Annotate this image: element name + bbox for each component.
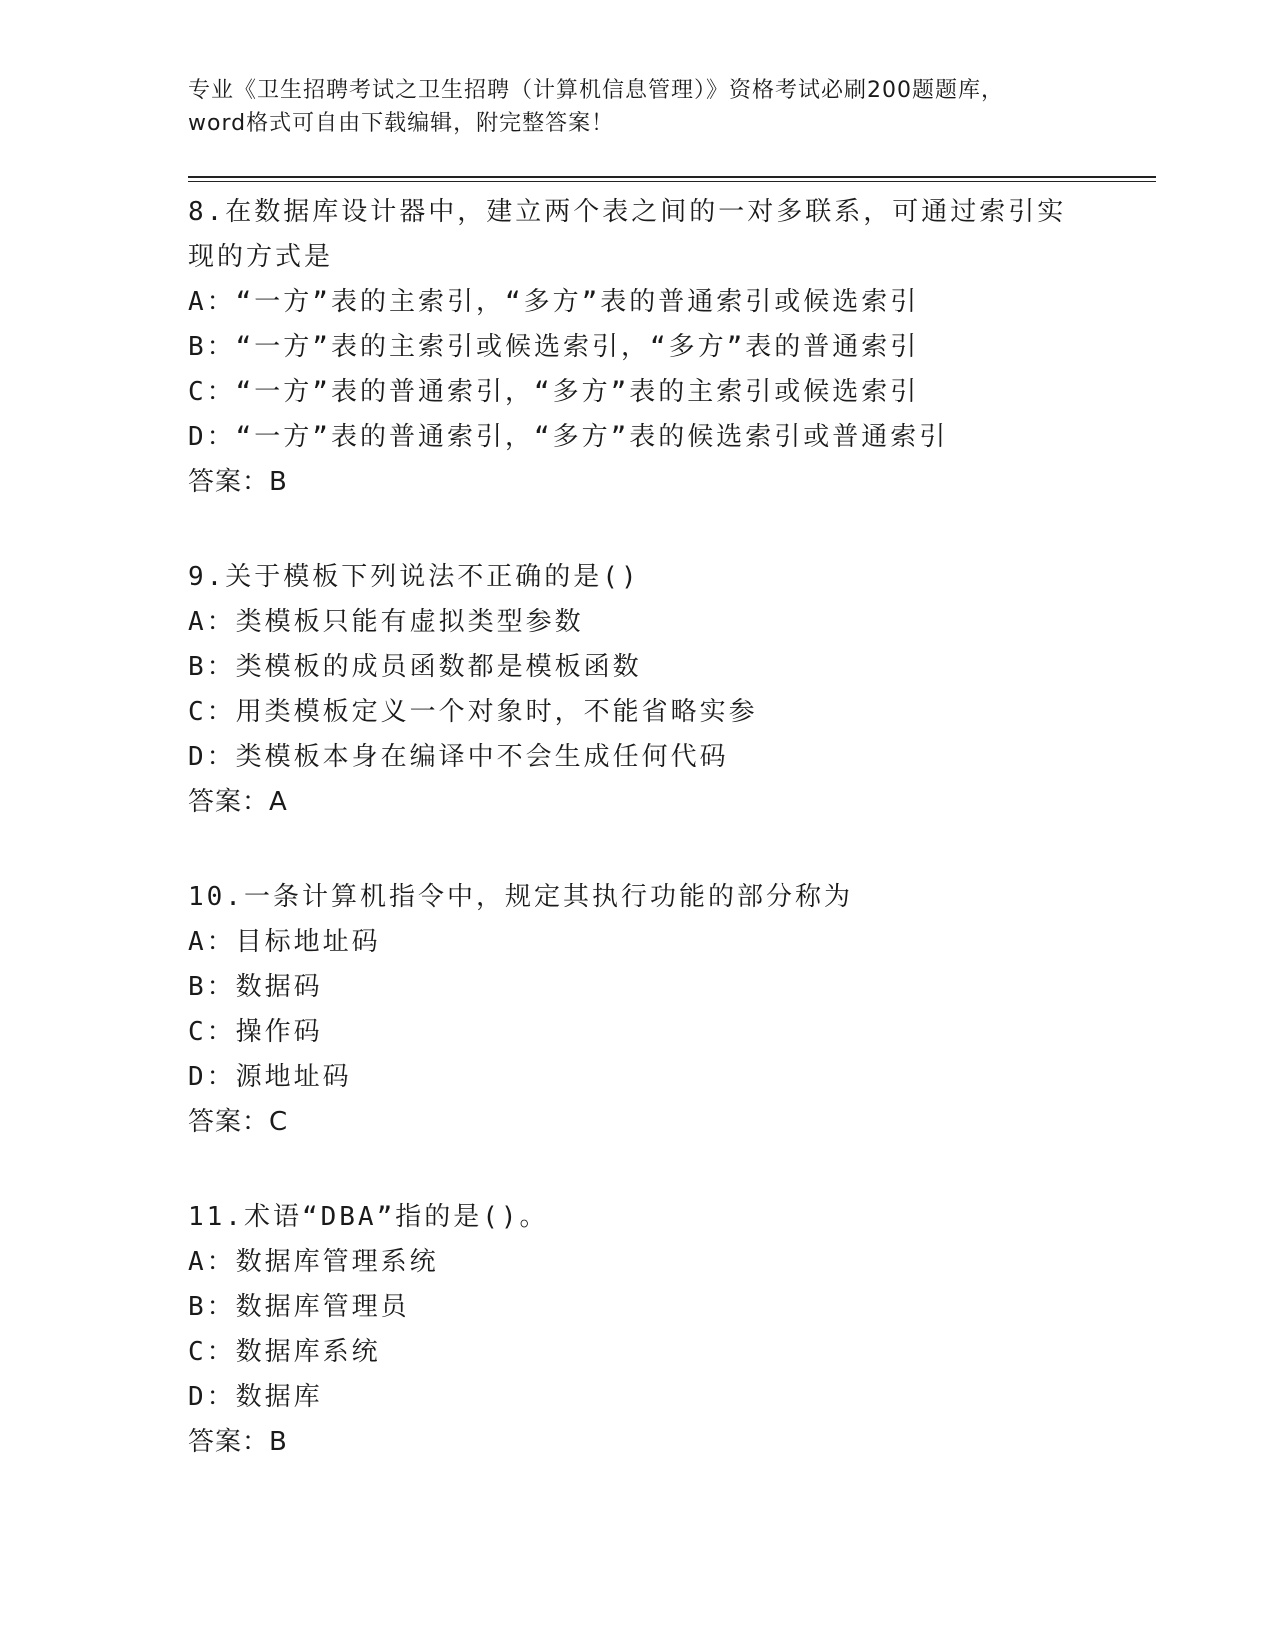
question-gap <box>188 825 1088 875</box>
question-8 <box>188 190 1088 505</box>
answer-label: 答案：A <box>188 787 288 817</box>
option-b: B：“一方”表的主索引或候选索引，“多方”表的普通索引 <box>188 332 920 362</box>
answer-label: 答案：C <box>188 1107 289 1137</box>
option-d: D：“一方”表的普通索引，“多方”表的候选索引或普通索引 <box>188 422 949 452</box>
header-divider <box>188 176 1156 182</box>
answer-label: 答案：B <box>188 1427 288 1457</box>
question-stem: 8.在数据库设计器中，建立两个表之间的一对多联系，可通过索引实现的方式是 <box>188 197 1067 272</box>
question-list <box>188 190 1088 1465</box>
option-a: A：类模板只能有虚拟类型参数 <box>188 607 584 637</box>
question-gap <box>188 505 1088 555</box>
question-stem: 11.术语“DBA”指的是()。 <box>188 1202 549 1232</box>
option-d: D：源地址码 <box>188 1062 352 1092</box>
document-header <box>188 74 1088 140</box>
option-a: A：目标地址码 <box>188 927 381 957</box>
option-b: B：类模板的成员函数都是模板函数 <box>188 652 642 682</box>
option-c: C：操作码 <box>188 1017 323 1047</box>
header-line-1: 专业《卫生招聘考试之卫生招聘（计算机信息管理）》资格考试必刷200题题库， <box>188 78 1004 103</box>
option-d: D：类模板本身在编译中不会生成任何代码 <box>188 742 729 772</box>
question-stem: 10.一条计算机指令中，规定其执行功能的部分称为 <box>188 882 853 912</box>
option-a: A：数据库管理系统 <box>188 1247 439 1277</box>
answer-label: 答案：B <box>188 467 288 497</box>
option-c: C：用类模板定义一个对象时，不能省略实参 <box>188 697 758 727</box>
option-b: B：数据码 <box>188 972 323 1002</box>
option-c: C：数据库系统 <box>188 1337 381 1367</box>
question-9 <box>188 555 1088 825</box>
option-d: D：数据库 <box>188 1382 323 1412</box>
question-11 <box>188 1195 1088 1465</box>
option-a: A：“一方”表的主索引，“多方”表的普通索引或候选索引 <box>188 287 920 317</box>
option-c: C：“一方”表的普通索引，“多方”表的主索引或候选索引 <box>188 377 920 407</box>
question-stem: 9.关于模板下列说法不正确的是() <box>188 562 640 592</box>
question-10 <box>188 875 1088 1145</box>
header-line-2: word格式可自由下载编辑，附完整答案！ <box>188 111 615 136</box>
question-gap <box>188 1145 1088 1195</box>
option-b: B：数据库管理员 <box>188 1292 410 1322</box>
